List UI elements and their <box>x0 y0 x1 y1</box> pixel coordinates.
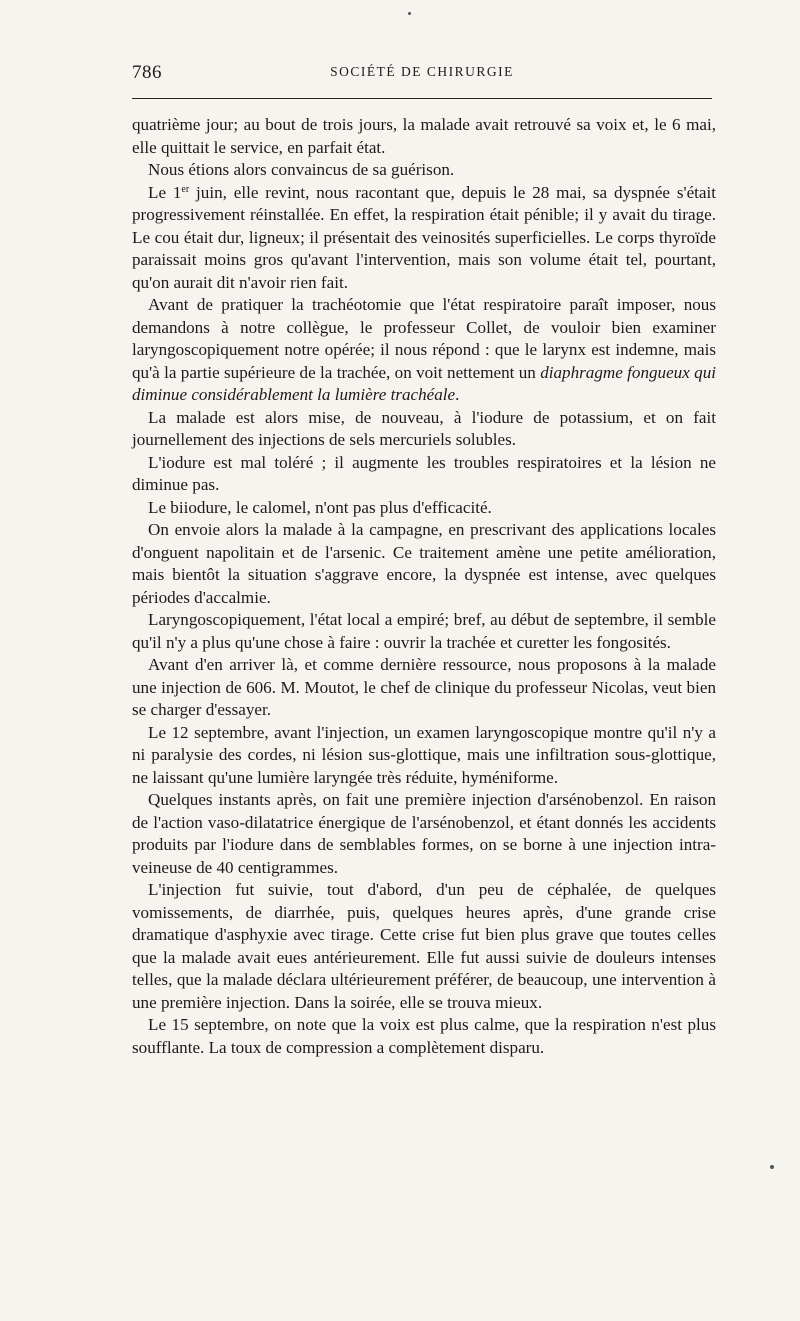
page-header <box>132 62 712 86</box>
paragraph: quatrième jour; au bout de trois jours, la malade avait retrouvé sa voix et, le 6 mai, elle quittait le service, en parfait état. <box>132 115 716 157</box>
paragraph: Avant d'en arriver là, et comme dernière ressource, nous proposons à la malade une injection de 606. M. Moutot, le chef de clinique du professeur Nicolas, veut bien se charger d'essayer. <box>132 655 716 719</box>
italic-emphasis: diaphragme fongueux qui diminue considérablement la lumière trachéale <box>132 362 716 404</box>
body-text <box>132 114 716 1059</box>
paragraph: On envoie alors la malade à la campagne, en prescrivant des applications locales d'onguent napolitain et de l'arsenic. Ce traitement amène une petite amélioration, mais bientôt la situation s'aggrave encore, la dyspnée est intense, avec quelques périodes d'accalmie. <box>132 520 716 607</box>
superscript: er <box>181 183 190 195</box>
paragraph: Quelques instants après, on fait une première injection d'arsénobenzol. En raison de l'action vaso-dilatatrice énergique de l'arsénobenzol, et étant donnés les accidents produits par l'iodure dans de semblables formes, on se borne à une injection intra-veineuse de 40 centigrammes. <box>132 790 716 877</box>
paragraph-text: Le 1 <box>148 182 182 202</box>
paragraph: La malade est alors mise, de nouveau, à l'iodure de potassium, et on fait journellement des injections de sels mercuriels solubles. <box>132 407 716 449</box>
paragraph-text: . <box>455 385 460 404</box>
paragraph-text: juin, elle revint, nous racontant que, depuis le 28 mai, sa dyspnée s'était progressivement réinstallée. En effet, la respiration était pénible; il y avait du tirage. Le cou était dur, ligneux; il présentait des veinosités superficielles. Le corps thyroïde paraissait moins gros qu'avant l'intervention, mais son volume était tel, pourtant, qu'on aurait dit n'avoir rien fait. <box>132 182 716 292</box>
paragraph-text: Avant de pratiquer la trachéotomie que l'état respiratoire paraît imposer, nous demandons à notre collègue, le professeur Collet, de vouloir bien examiner laryngoscopiquement notre opérée; il nous répond : que le larynx est indemne, mais qu'à la partie supérieure de la trachée, on voit nettement un <box>132 295 716 382</box>
paper-speck <box>408 12 411 15</box>
paper-speck <box>770 1165 774 1169</box>
running-title: SOCIÉTÉ DE CHIRURGIE <box>330 64 514 79</box>
paragraph <box>132 182 716 295</box>
paragraph: L'iodure est mal toléré ; il augmente les troubles respiratoires et la lésion ne diminue pas. <box>132 452 716 494</box>
paragraph: Le biiodure, le calomel, n'ont pas plus d'efficacité. <box>148 497 492 517</box>
paragraph <box>132 294 716 407</box>
paragraph: Nous étions alors convaincus de sa guérison. <box>148 160 455 179</box>
page-number: 786 <box>132 62 162 83</box>
paragraph: Laryngoscopiquement, l'état local a empiré; bref, au début de septembre, il semble qu'il n'y a plus qu'une chose à faire : ouvrir la trachée et curetter les fongosités. <box>132 610 716 652</box>
header-rule <box>132 98 712 99</box>
paragraph: Le 15 septembre, on note que la voix est plus calme, que la respiration n'est plus soufflante. La toux de compression a complètement disparu. <box>132 1015 716 1057</box>
paragraph: Le 12 septembre, avant l'injection, un examen laryngoscopique montre qu'il n'y a ni paralysie des cordes, ni lésion sus-glottique, mais une infiltration sous-glottique, ne laissant qu'une lumière laryngée très réduite, hyméniforme. <box>132 722 716 787</box>
paragraph: L'injection fut suivie, tout d'abord, d'un peu de céphalée, de quelques vomissements, de diarrhée, puis, quelques heures après, d'une grande crise dramatique d'asphyxie avec tirage. Cette crise fut bien plus grave que toutes celles que la malade avait eues antérieurement. Elle fut aussi suivie de douleurs intenses telles, que la malade déclara ultérieurement préférer, de beaucoup, une intervention à une première injection. Dans la soirée, elle se trouva mieux. <box>132 880 716 1012</box>
